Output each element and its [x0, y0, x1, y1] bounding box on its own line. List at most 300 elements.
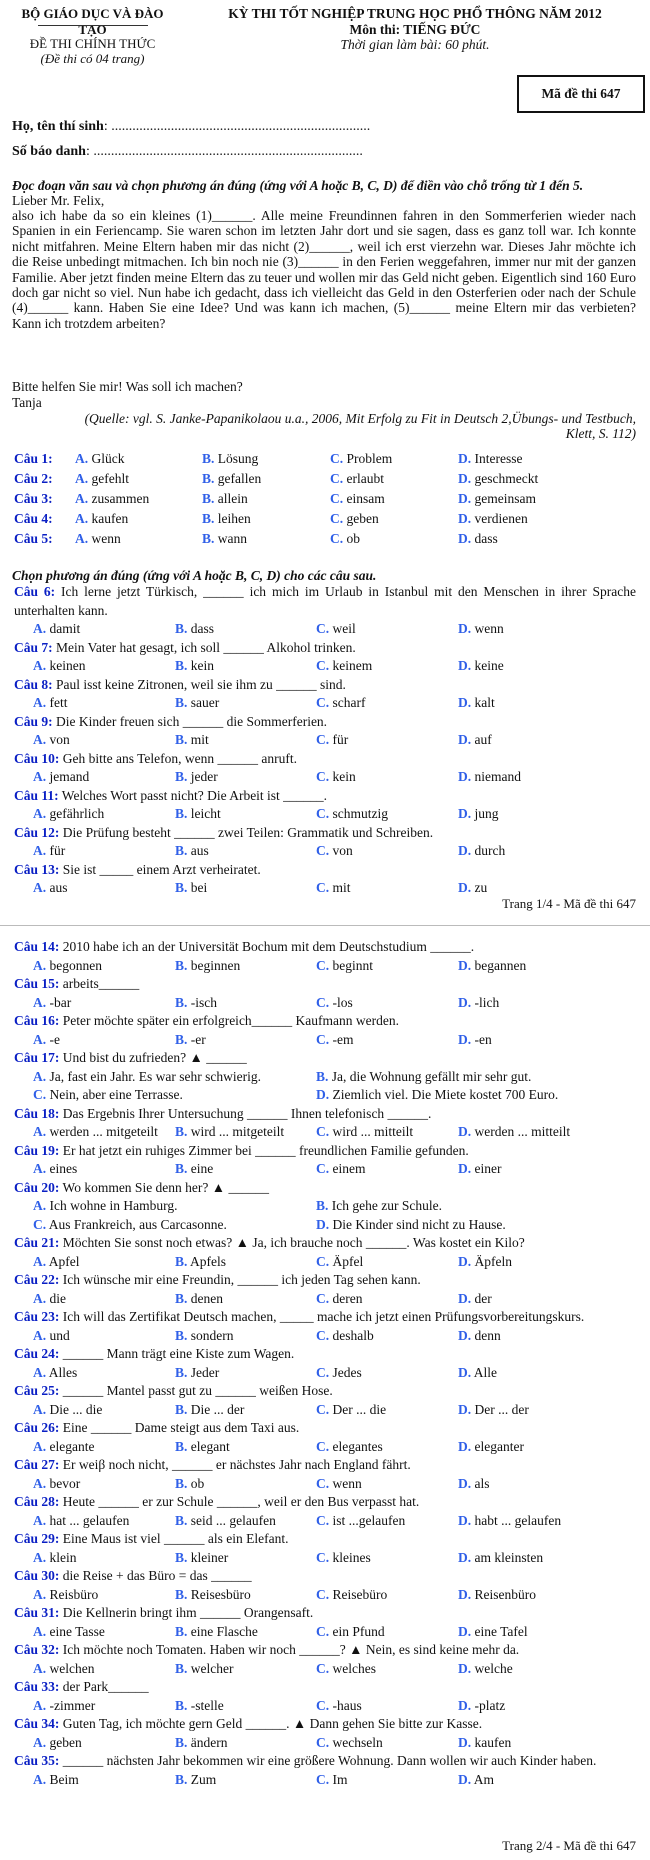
answer-option[interactable]	[458, 657, 504, 676]
answer-option[interactable]	[33, 1290, 66, 1309]
answer-option[interactable]	[458, 1160, 501, 1179]
answer-option[interactable]	[202, 469, 261, 489]
answer-option[interactable]	[33, 1123, 158, 1142]
option-text: weil	[332, 621, 356, 636]
answer-option[interactable]	[458, 1771, 494, 1790]
answer-option[interactable]	[33, 1734, 82, 1753]
option-text: -haus	[332, 1697, 362, 1713]
option-text: für	[332, 732, 349, 747]
answer-option[interactable]	[75, 509, 128, 529]
answer-option[interactable]	[458, 489, 536, 509]
options-row	[0, 1197, 650, 1216]
option-text: scharf	[332, 695, 366, 710]
answer-option[interactable]	[458, 1475, 490, 1494]
options-row	[0, 1475, 650, 1494]
options-row	[0, 1086, 650, 1105]
answer-option[interactable]	[316, 1123, 413, 1142]
answer-option[interactable]	[202, 529, 247, 549]
question-text: Eine Maus ist viel ______ als ein Elefant.	[62, 1531, 289, 1546]
answer-option[interactable]	[316, 1216, 506, 1235]
answer-option[interactable]	[175, 805, 221, 824]
answer-option[interactable]	[458, 842, 505, 861]
option-letter: D.	[458, 695, 472, 710]
option-text: Jeder	[190, 1364, 220, 1380]
option-text: ist ...gelaufen	[332, 1512, 406, 1528]
answer-option[interactable]	[458, 1253, 512, 1272]
option-letter: A.	[33, 806, 47, 821]
answer-option[interactable]	[458, 509, 528, 529]
answer-option[interactable]	[458, 957, 526, 976]
answer-option[interactable]	[316, 1401, 386, 1420]
option-letter: C.	[316, 695, 330, 710]
answer-option[interactable]	[458, 768, 521, 787]
option-letter: A.	[33, 1290, 47, 1306]
answer-option[interactable]	[316, 1697, 362, 1716]
option-letter: A.	[33, 1512, 47, 1528]
option-letter: D.	[458, 471, 472, 486]
option-text: einer	[474, 1161, 502, 1176]
candidate-name-dots: : ..........................................................................	[103, 119, 371, 134]
option-letter: C.	[316, 1549, 330, 1565]
answer-option[interactable]	[316, 657, 372, 676]
option-letter: D.	[458, 511, 472, 526]
option-letter: D.	[458, 1660, 472, 1676]
answer-option[interactable]	[458, 1031, 492, 1050]
answer-option[interactable]	[458, 1512, 561, 1531]
answer-option[interactable]	[175, 657, 214, 676]
answer-option[interactable]	[458, 1623, 528, 1642]
answer-option[interactable]	[316, 1475, 362, 1494]
answer-option[interactable]	[33, 805, 104, 824]
answer-option[interactable]	[458, 731, 492, 750]
answer-option[interactable]	[33, 879, 68, 898]
answer-option[interactable]	[33, 1623, 105, 1642]
answer-option[interactable]	[458, 1401, 529, 1420]
answer-option[interactable]	[33, 1549, 77, 1568]
option-letter: A.	[75, 511, 89, 526]
question-label: Câu 11:	[14, 787, 59, 803]
answer-option[interactable]	[175, 1438, 230, 1457]
option-text: eine	[190, 1161, 214, 1176]
answer-option[interactable]	[33, 957, 102, 976]
option-letter: A.	[75, 451, 89, 466]
option-text: leihen	[217, 511, 251, 526]
answer-option[interactable]	[33, 1086, 183, 1105]
answer-option[interactable]	[316, 1438, 383, 1457]
question-label: Câu 4:	[14, 511, 53, 526]
option-text: bevor	[49, 1475, 81, 1491]
answer-option[interactable]	[458, 449, 522, 469]
question-row	[0, 449, 650, 469]
option-text: Alle	[473, 1364, 498, 1380]
option-text: Problem	[346, 451, 393, 466]
question-item	[0, 1419, 650, 1456]
options-row	[0, 1068, 650, 1087]
answer-option[interactable]	[316, 1734, 383, 1753]
answer-option[interactable]	[330, 489, 385, 509]
answer-option[interactable]	[458, 879, 487, 898]
answer-option[interactable]	[316, 1086, 558, 1105]
option-letter: D.	[458, 732, 472, 747]
options-row	[0, 1549, 650, 1568]
question-item	[0, 1142, 650, 1179]
answer-option[interactable]	[175, 1623, 258, 1642]
answer-option[interactable]	[316, 1290, 362, 1309]
question-stem	[14, 824, 636, 843]
question-stem	[14, 1105, 636, 1124]
option-letter: B.	[175, 695, 188, 710]
answer-option[interactable]	[316, 1623, 385, 1642]
question-label: Câu 26:	[14, 1420, 60, 1435]
answer-option[interactable]	[33, 1586, 98, 1605]
option-text: eine Tasse	[49, 1623, 105, 1639]
option-text: gefährlich	[49, 806, 105, 821]
answer-option[interactable]	[175, 842, 209, 861]
option-letter: C.	[316, 1623, 330, 1639]
answer-option[interactable]	[175, 694, 219, 713]
option-letter: C.	[33, 1087, 47, 1102]
answer-option[interactable]	[316, 842, 353, 861]
question-item	[0, 583, 650, 639]
option-letter: D.	[458, 1401, 472, 1417]
answer-option[interactable]	[458, 1438, 524, 1457]
answer-option[interactable]	[33, 1475, 80, 1494]
option-letter: A.	[33, 695, 47, 710]
option-letter: A.	[33, 957, 47, 973]
option-text: der	[474, 1290, 492, 1306]
question-item	[0, 861, 650, 898]
answer-option[interactable]	[458, 620, 504, 639]
answer-option[interactable]	[458, 805, 499, 824]
answer-option[interactable]	[175, 994, 217, 1013]
question-item	[0, 1382, 650, 1419]
answer-option[interactable]	[458, 1364, 497, 1383]
answer-option[interactable]	[33, 620, 80, 639]
options-row	[0, 694, 650, 713]
option-letter: B.	[175, 806, 188, 821]
answer-option[interactable]	[33, 1512, 129, 1531]
answer-option[interactable]	[33, 1031, 60, 1050]
option-text: aus	[190, 843, 209, 858]
answer-option[interactable]	[33, 1364, 77, 1383]
answer-option[interactable]	[33, 657, 86, 676]
option-letter: B.	[175, 1734, 188, 1750]
option-letter: C.	[316, 1364, 330, 1380]
options-row	[0, 1401, 650, 1420]
option-text: -zimmer	[49, 1697, 96, 1713]
option-text: eines	[49, 1161, 78, 1176]
answer-option[interactable]	[175, 1123, 284, 1142]
question-label: Câu 1:	[14, 451, 53, 466]
answer-option[interactable]	[458, 694, 495, 713]
option-text: einsam	[346, 491, 385, 506]
answer-option[interactable]	[33, 768, 89, 787]
question-stem	[14, 713, 636, 732]
answer-option[interactable]	[33, 1197, 177, 1216]
question-row	[0, 469, 650, 489]
question-label: Câu 21:	[14, 1235, 60, 1250]
option-text: begonnen	[49, 957, 102, 973]
option-letter: B.	[175, 1438, 188, 1454]
answer-option[interactable]	[33, 1438, 94, 1457]
answer-option[interactable]	[175, 1549, 228, 1568]
answer-option[interactable]	[175, 1327, 234, 1346]
option-text: jemand	[49, 769, 90, 784]
answer-option[interactable]	[330, 529, 360, 549]
answer-option[interactable]	[316, 731, 348, 750]
answer-option[interactable]	[175, 1401, 244, 1420]
question-label: Câu 27:	[14, 1457, 60, 1472]
option-letter: B.	[175, 621, 188, 636]
answer-option[interactable]	[458, 1586, 536, 1605]
answer-option[interactable]	[33, 1160, 77, 1179]
question-label: Câu 2:	[14, 471, 53, 486]
answer-option[interactable]	[458, 1734, 511, 1753]
option-text: Ziemlich viel. Die Miete kostet 700 Euro.	[332, 1087, 559, 1102]
option-letter: B.	[202, 491, 215, 506]
option-letter: D.	[458, 1124, 472, 1139]
answer-option[interactable]	[458, 1660, 513, 1679]
answer-option[interactable]	[316, 994, 353, 1013]
option-text: Jedes	[332, 1364, 362, 1380]
option-letter: B.	[175, 1660, 188, 1676]
answer-option[interactable]	[316, 1512, 405, 1531]
option-letter: C.	[316, 880, 330, 895]
divider	[38, 25, 148, 26]
answer-option[interactable]	[316, 1364, 362, 1383]
question-item	[0, 750, 650, 787]
option-text: als	[474, 1475, 490, 1491]
option-text: ändern	[190, 1734, 228, 1750]
answer-option[interactable]	[330, 449, 392, 469]
question-stem	[14, 1715, 636, 1734]
answer-option[interactable]	[316, 620, 356, 639]
question-stem	[14, 1271, 636, 1290]
answer-option[interactable]	[202, 509, 251, 529]
answer-option[interactable]	[175, 1364, 219, 1383]
option-text: klein	[49, 1549, 77, 1565]
answer-option[interactable]	[458, 994, 499, 1013]
answer-option[interactable]	[33, 1401, 102, 1420]
option-text: habt ... gelaufen	[474, 1512, 562, 1528]
question-label: Câu 12:	[14, 824, 60, 840]
option-letter: C.	[316, 769, 330, 784]
answer-option[interactable]	[175, 1586, 251, 1605]
option-text: denen	[190, 1290, 223, 1306]
option-letter: A.	[33, 843, 47, 858]
answer-option[interactable]	[316, 805, 388, 824]
options-row	[0, 1290, 650, 1309]
option-text: Im	[332, 1771, 348, 1787]
option-letter: D.	[458, 1327, 472, 1343]
answer-option[interactable]	[175, 1290, 223, 1309]
answer-option[interactable]	[316, 1253, 363, 1272]
answer-option[interactable]	[458, 1123, 570, 1142]
option-letter: C.	[330, 531, 344, 546]
question-stem	[14, 975, 636, 994]
option-text: jeder	[190, 769, 218, 784]
answer-option[interactable]	[175, 957, 240, 976]
options-row	[0, 1123, 650, 1142]
option-letter: D.	[458, 531, 472, 546]
answer-option[interactable]	[175, 1253, 226, 1272]
answer-option[interactable]	[458, 1327, 501, 1346]
answer-option[interactable]	[458, 529, 498, 549]
answer-option[interactable]	[316, 1160, 366, 1179]
answer-option[interactable]	[330, 469, 384, 489]
option-text: geschmeckt	[474, 471, 539, 486]
answer-option[interactable]	[33, 1216, 227, 1235]
question-label: Câu 5:	[14, 531, 53, 546]
options-row	[0, 1327, 650, 1346]
option-text: kaufen	[474, 1734, 512, 1750]
answer-option[interactable]	[33, 1697, 95, 1716]
option-letter: B.	[175, 1697, 188, 1713]
option-letter: C.	[316, 843, 330, 858]
question-item	[0, 676, 650, 713]
question-text: Ich möchte noch Tomaten. Haben wir noch ______? ▲ Nein, es sind keine mehr da.	[62, 1642, 520, 1657]
answer-option[interactable]	[316, 1197, 442, 1216]
answer-option[interactable]	[175, 1697, 224, 1716]
question-item	[0, 1604, 650, 1641]
option-text: Reisebüro	[332, 1586, 388, 1602]
option-letter: D.	[458, 1475, 472, 1491]
answer-option[interactable]	[33, 842, 65, 861]
answer-option[interactable]	[316, 1549, 371, 1568]
question-label: Câu 25:	[14, 1383, 60, 1398]
question-item	[0, 787, 650, 824]
option-text: welche	[474, 1660, 513, 1676]
question-text: Heute ______ er zur Schule ______, weil er den Bus verpasst hat.	[62, 1494, 420, 1509]
answer-option[interactable]	[316, 1327, 374, 1346]
answer-option[interactable]	[316, 957, 373, 976]
question-text: ______ nächsten Jahr bekommen wir eine größere Wohnung. Dann wollen wir auch Kinder haben.	[62, 1753, 597, 1768]
option-letter: A.	[33, 1198, 47, 1213]
answer-option[interactable]	[316, 1586, 387, 1605]
answer-option[interactable]	[316, 879, 351, 898]
answer-option[interactable]	[33, 1327, 70, 1346]
answer-option[interactable]	[175, 731, 209, 750]
answer-option[interactable]	[175, 768, 218, 787]
option-letter: D.	[458, 994, 472, 1010]
question-stem	[14, 1567, 636, 1586]
question-item	[0, 1105, 650, 1142]
answer-option[interactable]	[316, 694, 365, 713]
answer-option[interactable]	[33, 1771, 79, 1790]
answer-option[interactable]	[175, 1475, 204, 1494]
options-row	[0, 1623, 650, 1642]
answer-option[interactable]	[175, 1660, 234, 1679]
answer-option[interactable]	[75, 469, 129, 489]
candidate-name-field[interactable]	[12, 119, 370, 135]
option-text: ein Pfund	[332, 1623, 385, 1639]
answer-option[interactable]	[316, 1068, 531, 1087]
option-text: -stelle	[190, 1697, 224, 1713]
answer-option[interactable]	[175, 1160, 213, 1179]
part1-instruction: Đọc đoạn văn sau và chọn phương án đúng (ứng với A hoặc B, C, D) để điền vào chỗ trống từ 1 đến 5.	[12, 178, 584, 193]
option-letter: A.	[33, 621, 47, 636]
answer-option[interactable]	[458, 1290, 492, 1309]
question-label: Câu 29:	[14, 1531, 60, 1546]
question-stem	[14, 787, 636, 806]
option-letter: D.	[458, 1697, 472, 1713]
answer-option[interactable]	[316, 768, 356, 787]
candidate-id-field[interactable]	[12, 144, 363, 160]
question-item	[0, 1752, 650, 1789]
answer-option[interactable]	[458, 469, 538, 489]
answer-option[interactable]	[316, 1771, 348, 1790]
answer-option[interactable]	[316, 1660, 376, 1679]
options-row	[0, 1031, 650, 1050]
option-text: Glück	[91, 451, 125, 466]
option-text: -bar	[49, 994, 72, 1010]
option-text: kein	[190, 658, 215, 673]
option-letter: C.	[33, 1216, 47, 1232]
option-text: keinen	[49, 658, 86, 673]
option-text: -en	[474, 1031, 492, 1047]
option-text: verdienen	[474, 511, 528, 526]
answer-option[interactable]	[175, 879, 207, 898]
exam-title: KỲ THI TỐT NGHIỆP TRUNG HỌC PHỔ THÔNG NĂM 2012	[228, 6, 602, 21]
answer-option[interactable]	[175, 1512, 276, 1531]
answer-option[interactable]	[330, 509, 379, 529]
answer-option[interactable]	[33, 731, 70, 750]
question-stem	[14, 583, 636, 620]
answer-option[interactable]	[316, 1031, 354, 1050]
question-stem	[14, 750, 636, 769]
option-letter: C.	[330, 471, 344, 486]
answer-option[interactable]	[458, 1549, 543, 1568]
option-text: zusammen	[91, 491, 150, 506]
question-stem	[14, 861, 636, 880]
option-letter: B.	[175, 1364, 188, 1380]
answer-option[interactable]	[33, 1068, 261, 1087]
answer-option[interactable]	[458, 1697, 505, 1716]
question-label: Câu 35:	[14, 1753, 60, 1768]
answer-option[interactable]	[175, 1771, 216, 1790]
option-letter: D.	[458, 1623, 472, 1639]
options-row	[0, 731, 650, 750]
answer-option[interactable]	[33, 1660, 94, 1679]
candidate-name-label: Họ, tên thí sinh	[12, 119, 104, 134]
question-stem	[14, 1641, 636, 1660]
option-letter: D.	[458, 1161, 472, 1176]
answer-option[interactable]	[33, 694, 68, 713]
question-text: Paul isst keine Zitronen, weil sie ihm zu ______ sind.	[56, 676, 346, 692]
answer-option[interactable]	[75, 449, 125, 469]
answer-option[interactable]	[75, 489, 149, 509]
answer-option[interactable]	[175, 1031, 206, 1050]
answer-option[interactable]	[33, 994, 71, 1013]
option-letter: B.	[175, 957, 188, 973]
option-letter: C.	[316, 621, 330, 636]
answer-option[interactable]	[175, 620, 214, 639]
options-row	[0, 768, 650, 787]
option-letter: A.	[33, 1771, 47, 1787]
question-text: Welches Wort passt nicht? Die Arbeit ist ______.	[61, 787, 328, 803]
option-letter: B.	[175, 1327, 188, 1343]
answer-option[interactable]	[202, 449, 258, 469]
question-label: Câu 20:	[14, 1179, 60, 1195]
answer-option[interactable]	[75, 529, 121, 549]
answer-option[interactable]	[175, 1734, 228, 1753]
option-text: erlaubt	[346, 471, 384, 486]
answer-option[interactable]	[33, 1253, 80, 1272]
option-letter: C.	[316, 1512, 330, 1528]
answer-option[interactable]	[202, 489, 248, 509]
option-letter: D.	[458, 806, 472, 821]
option-text: und	[49, 1327, 70, 1343]
